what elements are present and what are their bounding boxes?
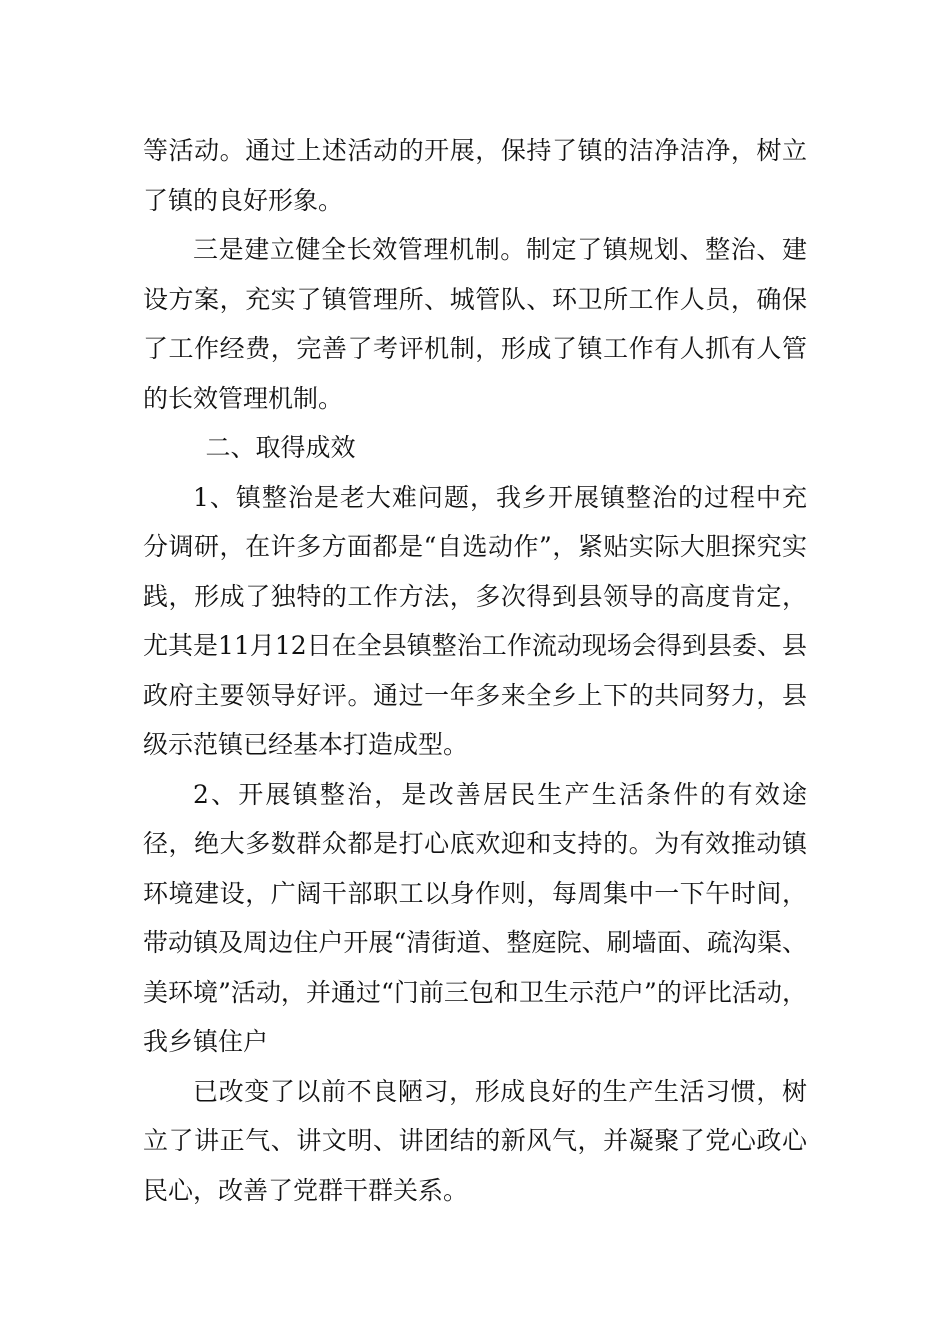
paragraph-result-2-continued: 已改变了以前不良陋习，形成良好的生产生活习惯，树立了讲正气、讲文明、讲团结的新风气，并凝聚了党心政心民心，改善了党群干群关系。 xyxy=(143,1076,807,1205)
document-body xyxy=(143,126,807,1215)
paragraph-result-1: 1、镇整治是老大难问题，我乡开展镇整治的过程中充分调研，在许多方面都是“自选动作”，紧贴实际大胆探究实践，形成了独特的工作方法，多次得到县领导的高度肯定，尤其是11月12日在全县镇整治工作流动现场会得到县委、县政府主要领导好评。通过一年多来全乡上下的共同努力，县级示范镇已经基本打造成型。 xyxy=(143,482,807,759)
paragraph-result-2: 2、开展镇整治，是改善居民生产生活条件的有效途径，绝大多数群众都是打心底欢迎和支持的。为有效推动镇环境建设，广阔干部职工以身作则，每周集中一下午时间，带动镇及周边住户开展“清街道、整庭院、刷墙面、疏沟渠、美环境”活动，并通过“门前三包和卫生示范户”的评比活动，我乡镇住户 xyxy=(143,779,807,1056)
paragraph-continuation: 等活动。通过上述活动的开展，保持了镇的洁净洁净，树立了镇的良好形象。 xyxy=(143,136,807,215)
section-heading-results: 二、取得成效 xyxy=(205,433,356,462)
paragraph-mechanism: 三是建立健全长效管理机制。制定了镇规划、整治、建设方案，充实了镇管理所、城管队、环卫所工作人员，确保了工作经费，完善了考评机制，形成了镇工作有人抓有人管的长效管理机制。 xyxy=(143,235,807,413)
